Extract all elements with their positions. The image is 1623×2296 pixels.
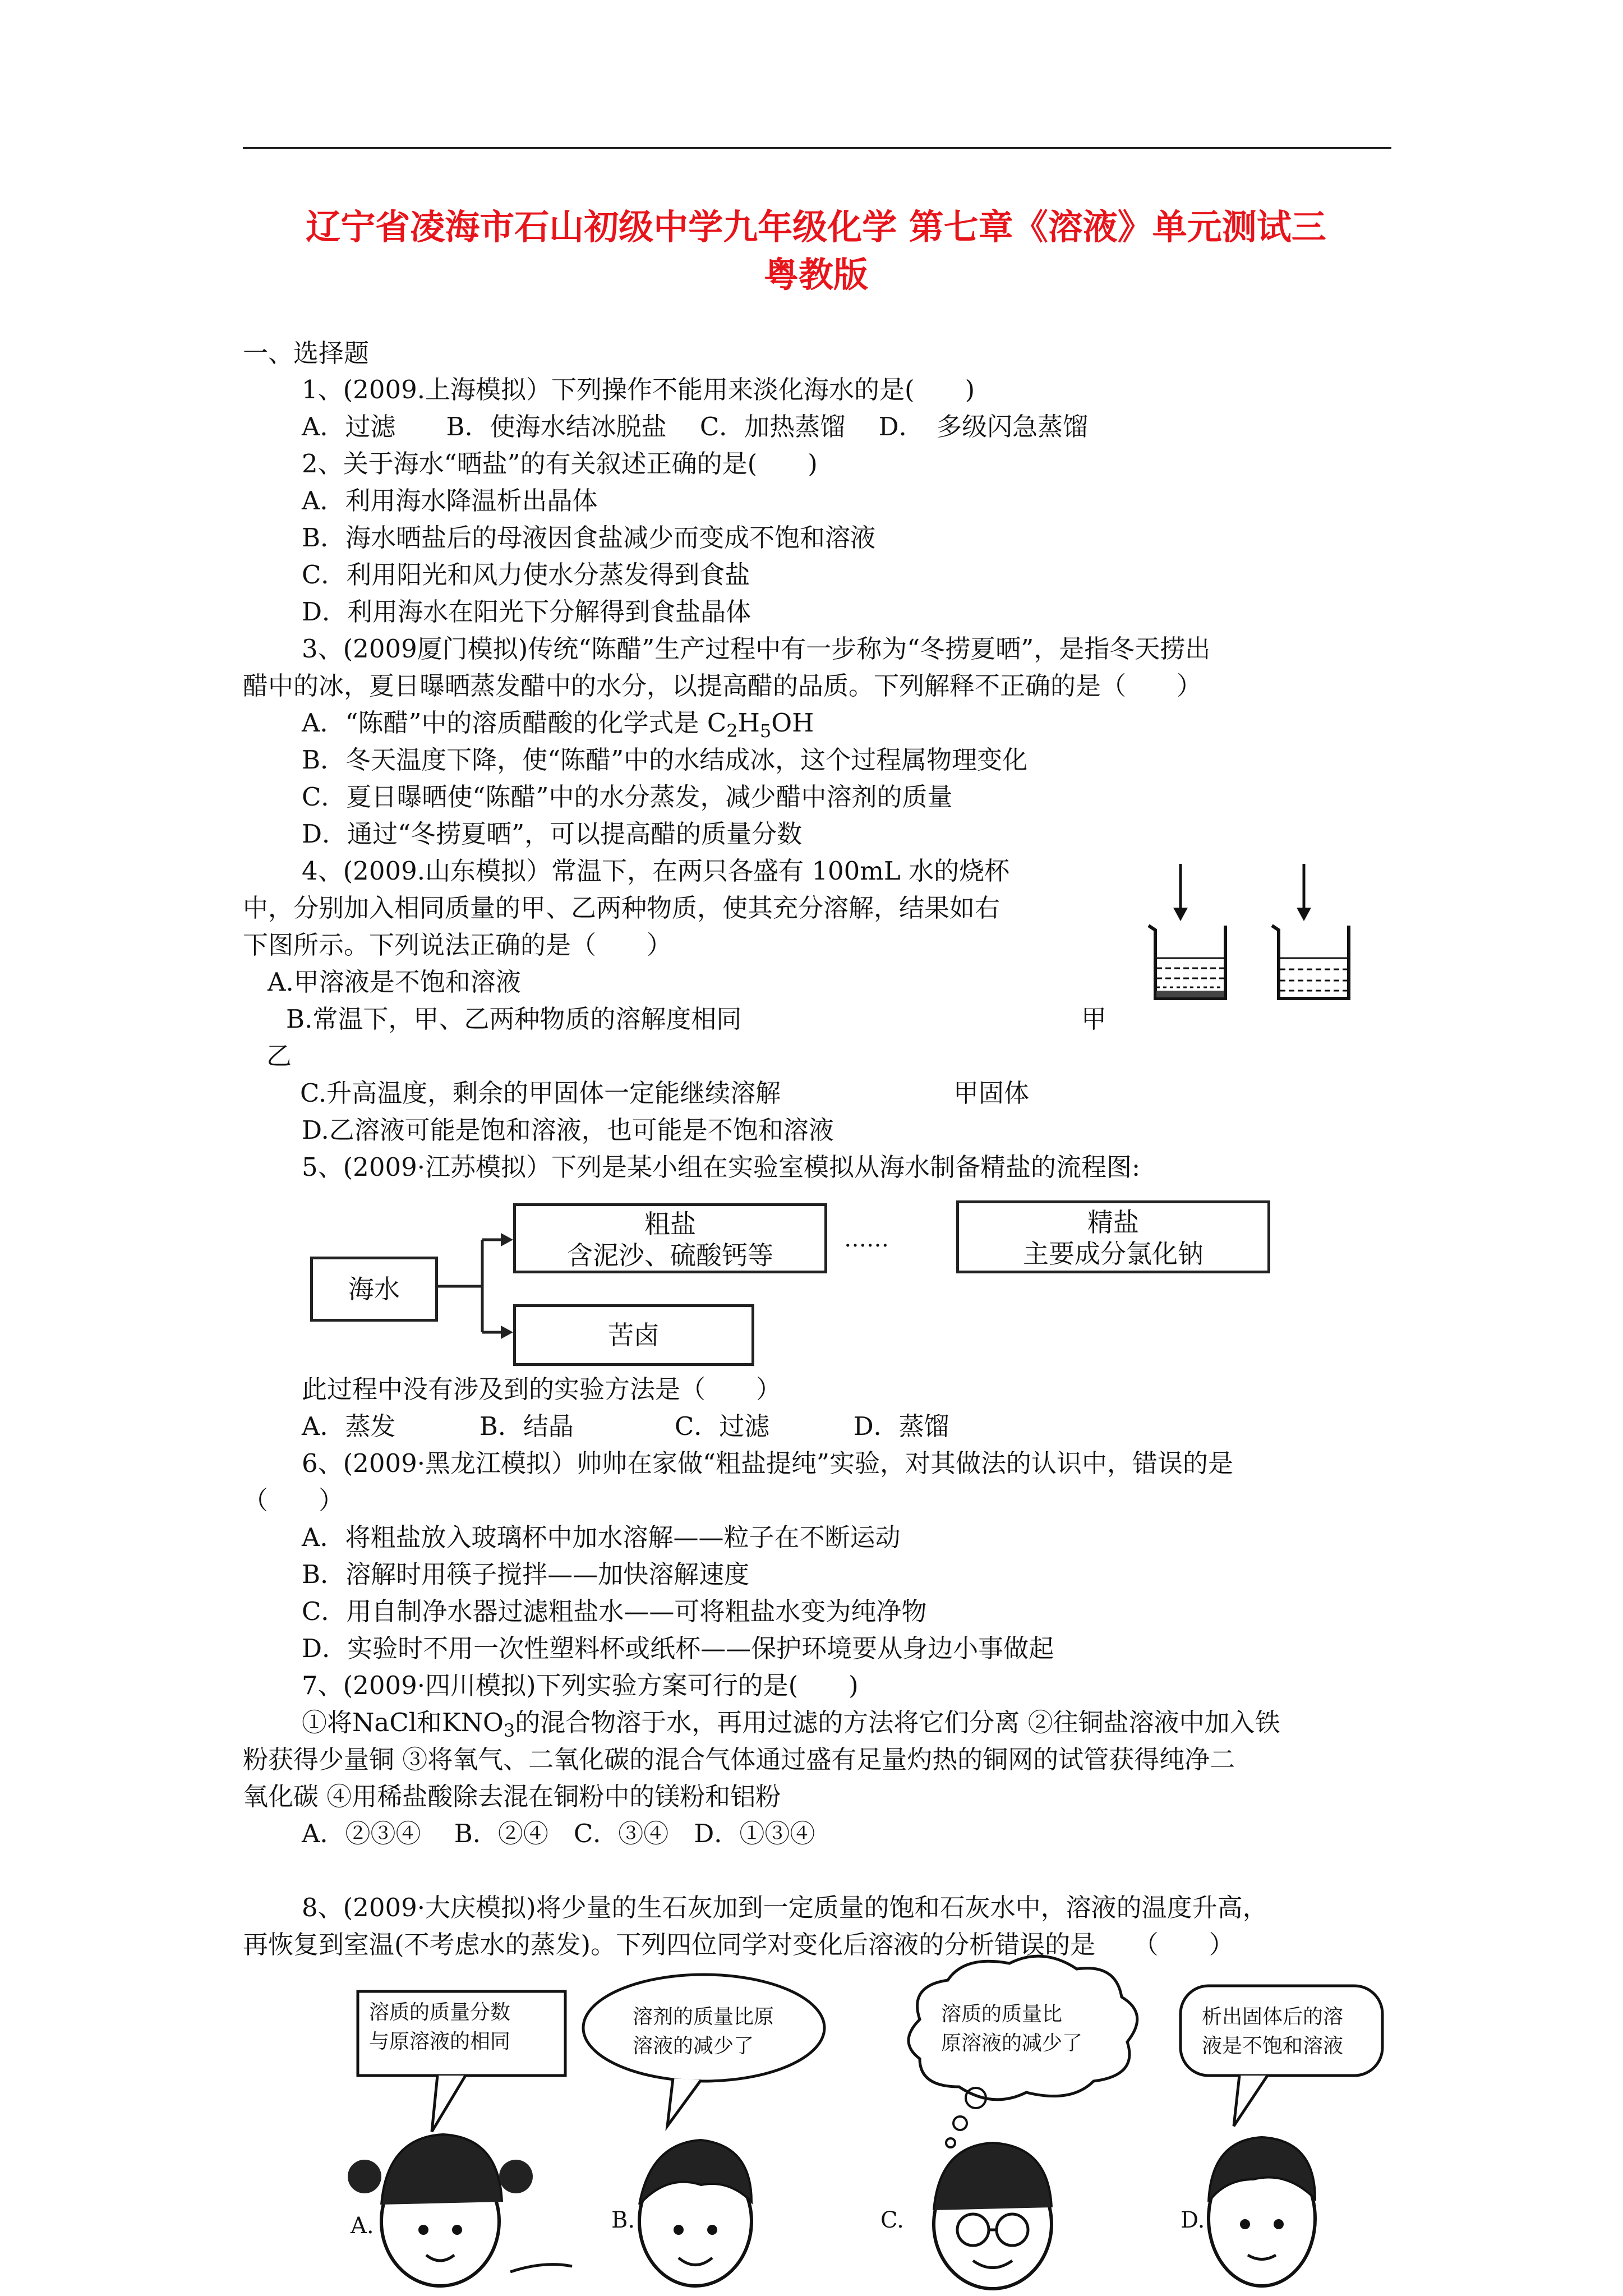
- q4-label-yi: 乙: [266, 1041, 292, 1071]
- q5-question: 此过程中没有涉及到的实验方法是（ ）: [302, 1374, 782, 1404]
- q7-line-2: 粉获得少量铜 ③将氧气、二氧化碳的混合气体通过盛有足量灼热的铜网的试管获得纯净二: [243, 1745, 1235, 1774]
- q4-stem-2: 中，分别加入相同质量的甲、乙两种物质，使其充分溶解，结果如右: [243, 893, 1000, 923]
- q5-stem: 5、(2009·江苏模拟）下列是某小组在实验室模拟从海水制备精盐的流程图:: [302, 1152, 1141, 1182]
- bubble-b-text: 溶剂的质量比原 溶液的减少了: [633, 2005, 774, 2058]
- figure-label-b: B.: [611, 2207, 635, 2233]
- q8-stem-1: 8、(2009·大庆模拟)将少量的生石灰加到一定质量的饱和石灰水中，溶液的温度升高，: [302, 1893, 1268, 1922]
- flow-dots: ……: [844, 1226, 889, 1252]
- doc-title-line2: 粤教版: [763, 254, 868, 295]
- q7-options: A．②③④ B．②④ C．③④ D．①③④: [302, 1819, 815, 1848]
- doc-title-line1: 辽宁省凌海市石山初级中学九年级化学 第七章《溶液》单元测试三: [306, 206, 1326, 247]
- q2-option-b: B．海水晒盐后的母液因食盐减少而变成不饱和溶液: [302, 523, 876, 553]
- q3-option-d: D．通过“冬捞夏晒”，可以提高醋的质量分数: [302, 819, 803, 849]
- q3-stem-1: 3、(2009厦门模拟)传统“陈醋”生产过程中有一步称为“冬捞夏晒”，是指冬天捞出: [302, 634, 1211, 664]
- q4-stem-3: 下图所示。下列说法正确的是（ ）: [243, 930, 672, 960]
- q4-label-jia: 甲: [1081, 1004, 1107, 1034]
- flow-box-fine-salt: 精盐 主要成分氯化钠: [956, 1200, 1270, 1273]
- figure-label-d: D.: [1181, 2207, 1205, 2233]
- q6-stem-1: 6、(2009·黑龙江模拟）帅帅在家做“粗盐提纯”实验，对其做法的认识中，错误的是: [302, 1448, 1234, 1478]
- q6-option-c: C．用自制净水器过滤粗盐水——可将粗盐水变为纯净物: [302, 1596, 927, 1626]
- q4-option-b: B.常温下，甲、乙两种物质的溶解度相同: [286, 1004, 742, 1034]
- q2-option-a: A．利用海水降温析出晶体: [302, 486, 598, 516]
- bubble-d-text: 析出固体后的溶 液是不饱和溶液: [1202, 2005, 1344, 2058]
- q6-option-a: A．将粗盐放入玻璃杯中加水溶解——粒子在不断运动: [302, 1522, 901, 1552]
- q3-option-a: A．“陈醋”中的溶质醋酸的化学式是 $C_2H_5OH$: [302, 708, 814, 742]
- figure-label-a: A.: [351, 2213, 374, 2239]
- q3-option-b: B．冬天温度下降，使“陈醋”中的水结成冰，这个过程属物理变化: [302, 745, 1028, 775]
- flow-box-brine: 苦卤: [513, 1304, 754, 1366]
- q6-option-b: B．溶解时用筷子搅拌——加快溶解速度: [302, 1559, 750, 1589]
- q4-option-a: A.甲溶液是不饱和溶液: [268, 967, 521, 997]
- figure-label-c: C.: [880, 2207, 904, 2233]
- q7-line-1: ①将NaCl和$KNO_3$的混合物溶于水，再用过滤的方法将它们分离 ②往铜盐溶液中加入铁: [302, 1708, 1280, 1741]
- flow-box-seawater: 海水: [310, 1257, 438, 1322]
- q8-stem-2: 再恢复到室温(不考虑水的蒸发)。下列四位同学对变化后溶液的分析错误的是 （ ）: [243, 1930, 1234, 1959]
- q7-stem: 7、(2009·四川模拟)下列实验方案可行的是( ): [302, 1671, 859, 1700]
- q4-stem-1: 4、(2009.山东模拟）常温下，在两只各盛有 100mL 水的烧杯: [302, 856, 1010, 886]
- q1-options: A．过滤 B．使海水结冰脱盐 C．加热蒸馏 D． 多级闪急蒸馏: [302, 412, 1089, 441]
- q1-stem: 1、(2009.上海模拟）下列操作不能用来淡化海水的是( ): [302, 375, 975, 404]
- q3-option-c: C．夏日曝晒使“陈醋”中的水分蒸发，减少醋中溶剂的质量: [302, 782, 953, 812]
- q2-option-d: D．利用海水在阳光下分解得到食盐晶体: [302, 597, 751, 627]
- q4-option-d: D.乙溶液可能是饱和溶液，也可能是不饱和溶液: [302, 1115, 834, 1145]
- flow-box-crude-salt: 粗盐 含泥沙、硫酸钙等: [513, 1203, 827, 1273]
- q4-label-solid: 甲固体: [953, 1078, 1030, 1108]
- q7-line-3: 氧化碳 ④用稀盐酸除去混在铜粉中的镁粉和铝粉: [243, 1782, 781, 1811]
- section-heading: 一、选择题: [243, 338, 370, 368]
- q3-stem-2: 醋中的冰，夏日曝晒蒸发醋中的水分，以提高醋的品质。下列解释不正确的是（ ）: [243, 671, 1202, 701]
- q6-stem-2: （ ）: [243, 1485, 344, 1515]
- q6-option-d: D．实验时不用一次性塑料杯或纸杯——保护环境要从身边小事做起: [302, 1634, 1054, 1663]
- q4-option-c: C.升高温度，剩余的甲固体一定能继续溶解: [300, 1078, 781, 1108]
- bubble-a-text: 溶质的质量分数 与原溶液的相同: [369, 2001, 511, 2053]
- q2-option-c: C．利用阳光和风力使水分蒸发得到食盐: [302, 560, 750, 590]
- q5-options: A．蒸发 B．结晶 C．过滤 D．蒸馏: [302, 1411, 949, 1441]
- q2-stem: 2、关于海水“晒盐”的有关叙述正确的是( ): [302, 449, 818, 478]
- bubble-c-text: 溶质的质量比 原溶液的减少了: [941, 2003, 1083, 2055]
